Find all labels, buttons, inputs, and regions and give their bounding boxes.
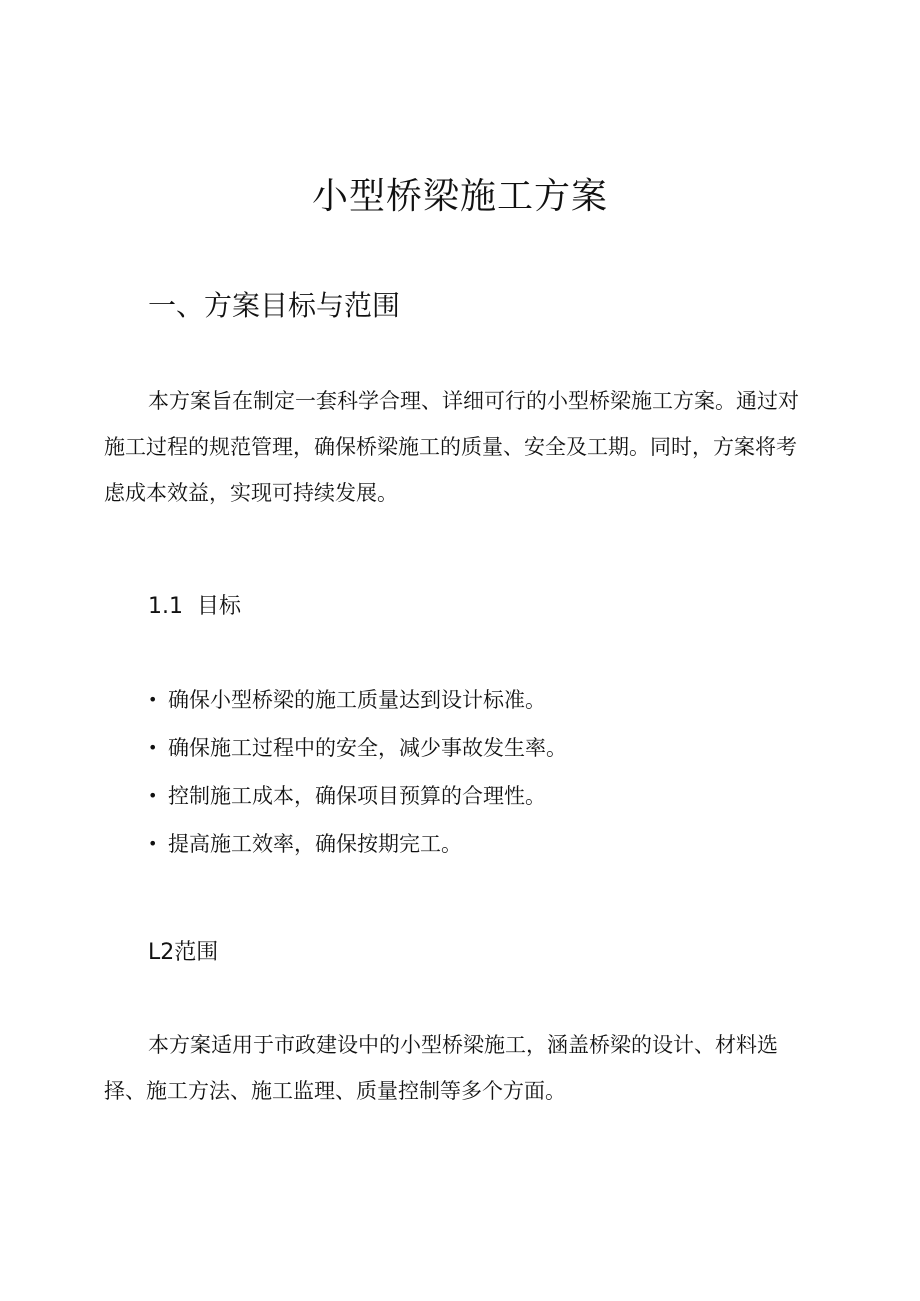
list-item-text: 提高施工效率，确保按期完工。: [168, 832, 462, 856]
bullet-icon: •: [148, 834, 158, 853]
scope-paragraph: 本方案适用于市政建设中的小型桥梁施工，涵盖桥梁的设计、材料选择、施工方法、施工监理、质量控制等多个方面。: [104, 1033, 778, 1103]
list-item-text: 确保施工过程中的安全，减少事故发生率。: [168, 736, 567, 760]
bullet-icon: •: [148, 786, 158, 805]
section-heading-goals-and-scope: 一、方案目标与范围: [148, 289, 401, 322]
list-item-text: 确保小型桥梁的施工质量达到设计标准。: [168, 688, 546, 712]
list-item-text: 控制施工成本，确保项目预算的合理性。: [168, 784, 546, 808]
subsection-number: 1.1: [148, 594, 183, 619]
document-title: 小型桥梁施工方案: [311, 176, 608, 217]
list-item: [148, 772, 567, 820]
subsection-heading-goals: [148, 592, 241, 622]
intro-paragraph: 本方案旨在制定一套科学合理、详细可行的小型桥梁施工方案。通过对施工过程的规范管理，确保桥梁施工的质量、安全及工期。同时，方案将考虑成本效益，实现可持续发展。: [104, 389, 799, 505]
goals-list: [148, 676, 567, 868]
bullet-icon: •: [148, 738, 158, 757]
subsection-heading-scope: L2范围: [148, 940, 219, 965]
list-item: [148, 724, 567, 772]
bullet-icon: •: [148, 690, 158, 709]
subsection-title: 目标: [197, 594, 242, 619]
list-item: [148, 676, 567, 724]
list-item: [148, 820, 567, 868]
